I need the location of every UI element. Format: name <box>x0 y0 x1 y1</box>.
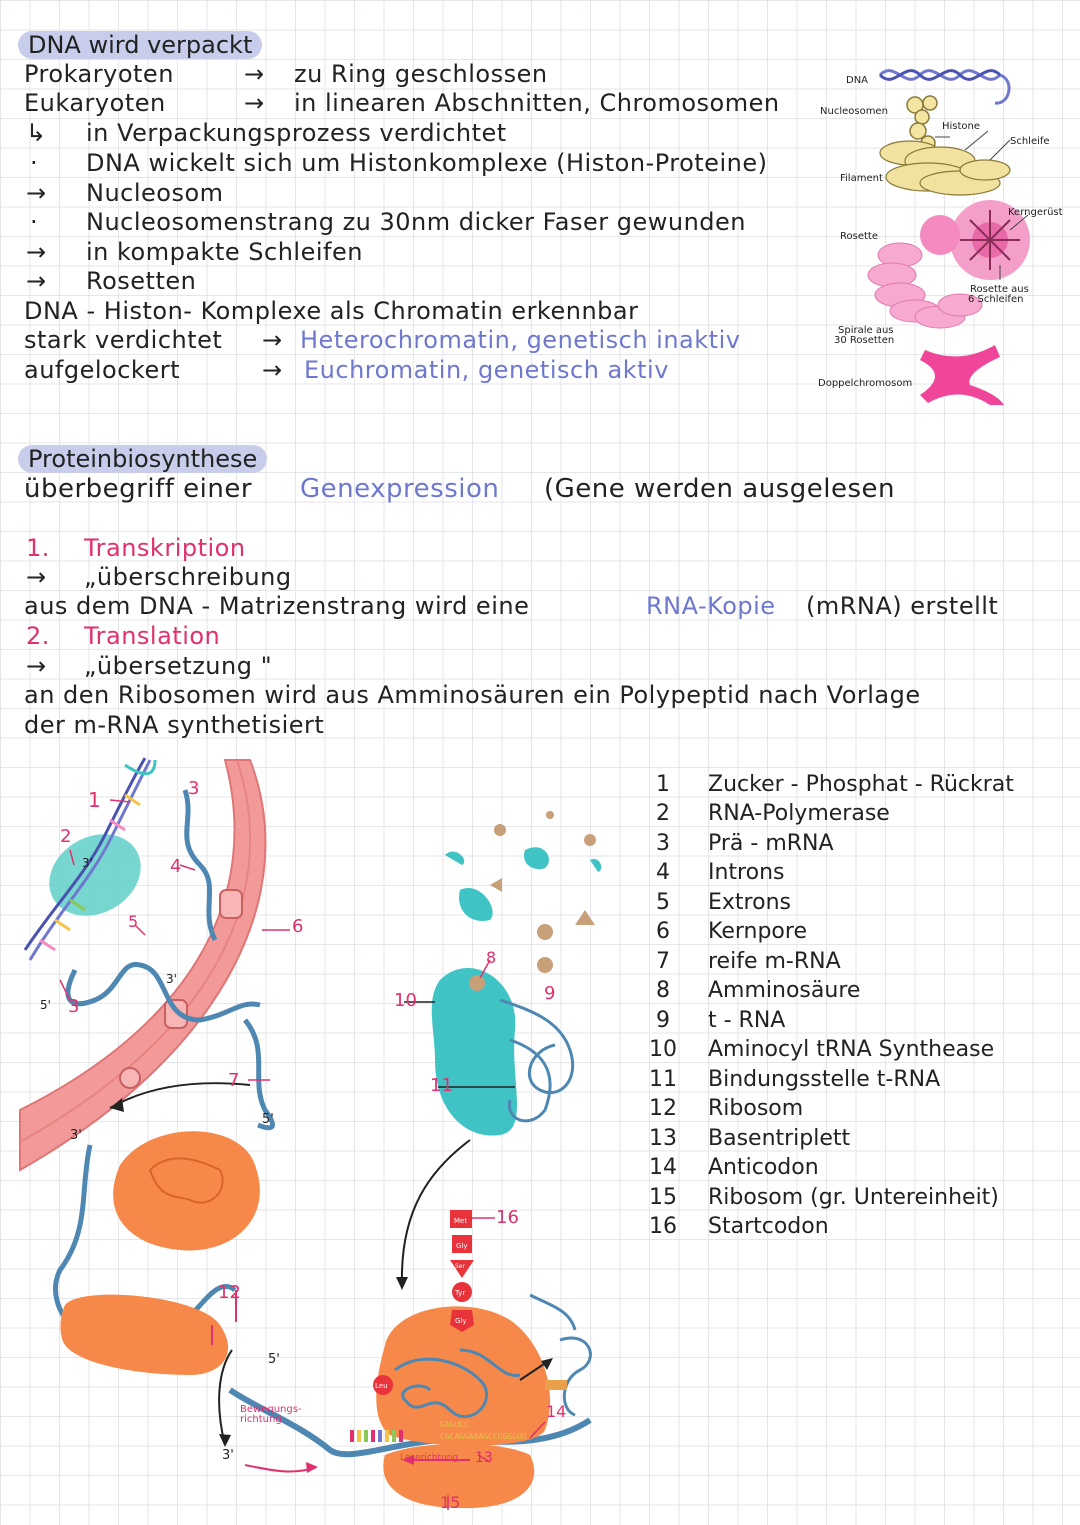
prime-3-a: 3' <box>82 856 93 870</box>
diag-label-13: 13 <box>475 1450 493 1466</box>
step1-desc-c: (mRNA) erstellt <box>806 592 999 620</box>
legend-text: Bindungsstelle t-RNA <box>708 1067 941 1092</box>
legend-num: 15 <box>649 1185 677 1210</box>
diag-label-3b: 3 <box>68 996 80 1017</box>
legend-num: 9 <box>656 1008 670 1033</box>
aa-met-label: Met <box>454 1217 468 1225</box>
arrow-icon: → <box>244 89 265 117</box>
legend-text: Kernpore <box>708 919 807 944</box>
fig-label-nucleosomen: Nucleosomen <box>820 106 888 117</box>
fig-label-dna: DNA <box>846 75 869 86</box>
fig-label-histone: Histone <box>942 121 981 132</box>
step1-number: 1. <box>26 534 50 562</box>
legend-text: Startcodon <box>708 1214 829 1239</box>
legend-text: Anticodon <box>708 1155 819 1180</box>
anticodon-text: CGCAGGAAAGCCUGGGUU <box>440 1432 527 1441</box>
list-mark: · <box>30 149 39 177</box>
fig-label-kerngeruest: Kerngerüst <box>1008 207 1063 218</box>
fig-label-30-rosetten: 30 Rosetten <box>834 335 895 346</box>
legend-num: 2 <box>656 801 670 826</box>
prime-3-b: 3' <box>166 972 177 986</box>
legend-text: Extrons <box>708 890 791 915</box>
codons-text: GAGUCC <box>440 1420 469 1429</box>
ribosom-icon <box>113 1131 260 1250</box>
fig-label-schleife: Schleife <box>1010 136 1050 147</box>
diag-label-12: 12 <box>218 1282 241 1303</box>
list-mark: → <box>26 238 47 266</box>
step1-desc-a: aus dem DNA - Matrizenstrang wird eine <box>24 592 530 620</box>
prime-5-a: 5' <box>40 998 51 1012</box>
arrow-icon: → <box>262 326 283 354</box>
row-eukaryoten-label: Eukaryoten <box>24 89 166 117</box>
arrow-icon: → <box>26 563 47 591</box>
step2-desc1: an den Ribosomen wird aus Amminosäuren ein Polypeptid nach Vorlage <box>24 681 921 709</box>
loose-label: aufgelockert <box>24 356 180 384</box>
legend-text: Aminocyl tRNA Synthease <box>708 1037 995 1062</box>
list-mark: ↳ <box>26 119 47 147</box>
legend-text: Basentriplett <box>708 1126 851 1151</box>
legend-num: 8 <box>656 978 670 1003</box>
subtitle-c: (Gene werden ausgelesen <box>544 474 895 504</box>
section-title-dna: DNA wird verpackt <box>18 31 262 59</box>
euchromatin-text: Euchromatin, genetisch aktiv <box>304 356 669 384</box>
row-prokaryoten-text: zu Ring geschlossen <box>294 60 548 88</box>
legend-text: Zucker - Phosphat - Rückrat <box>708 772 1014 797</box>
step1-quote: „überschreibung <box>84 563 292 591</box>
legend-num: 1 <box>656 772 670 797</box>
legend-num: 16 <box>649 1214 677 1239</box>
diag-label-11: 11 <box>430 1075 453 1096</box>
legend-num: 13 <box>649 1126 677 1151</box>
diag-label-6: 6 <box>292 916 304 937</box>
list-item: Nucleosom <box>86 179 224 207</box>
dense-label: stark verdichtet <box>24 326 223 354</box>
fig-label-rosette: Rosette <box>840 231 878 242</box>
codon-bars <box>350 1430 403 1442</box>
legend-num: 3 <box>656 831 670 856</box>
prime-3-c: 3' <box>70 1128 82 1143</box>
fig-label-doppelchromosom: Doppelchromosom <box>818 378 913 389</box>
list-item: Rosetten <box>86 267 197 295</box>
legend-text: Ribosom (gr. Untereinheit) <box>708 1185 999 1210</box>
list-item: Nucleosomenstrang zu 30nm dicker Faser gewunden <box>86 208 747 236</box>
bewegungsrichtung-1: Bewegungs- <box>240 1404 302 1415</box>
diag-label-7: 7 <box>228 1070 240 1091</box>
prime-5-b: 5' <box>262 1112 274 1127</box>
legend-text: reife m-RNA <box>708 949 841 974</box>
prime-5-c: 5' <box>268 1352 280 1367</box>
legend-num: 4 <box>656 860 670 885</box>
diag-label-3: 3 <box>188 778 200 799</box>
filament-icon <box>880 141 1010 195</box>
list-item: in Verpackungsprozess verdichtet <box>86 119 507 147</box>
subtitle-a: überbegriff einer <box>24 474 253 504</box>
diag-label-5: 5 <box>128 912 139 931</box>
chromatin-line: DNA - Histon- Komplexe als Chromatin erkennbar <box>24 297 639 325</box>
dna-helix-icon <box>880 71 1009 103</box>
list-item: in kompakte Schleifen <box>86 238 363 266</box>
leserichtung-label: Leserichtung <box>400 1453 459 1463</box>
legend-num: 10 <box>649 1037 677 1062</box>
diag-label-14: 14 <box>546 1402 567 1421</box>
bewegungsrichtung-2: richtung <box>240 1414 282 1425</box>
diag-label-8: 8 <box>486 948 497 967</box>
diag-label-15: 15 <box>440 1493 461 1512</box>
legend-text: Ribosom <box>708 1096 804 1121</box>
legend-text: t - RNA <box>708 1008 786 1033</box>
arrow-icon: → <box>262 356 283 384</box>
step1-desc-rna-kopie: RNA-Kopie <box>646 592 776 620</box>
step2-desc2: der m-RNA synthetisiert <box>24 711 325 739</box>
legend-num: 14 <box>649 1155 677 1180</box>
legend-text: Introns <box>708 860 785 885</box>
diag-label-10: 10 <box>394 990 417 1011</box>
fig-label-spirale: Spirale aus <box>838 325 894 336</box>
legend-text: Amminosäure <box>708 978 861 1003</box>
section-title-protein: Proteinbiosynthese <box>18 445 267 473</box>
row-eukaryoten-text: in linearen Abschnitten, Chromosomen <box>294 89 780 117</box>
aa-gly-label: Gly <box>456 1242 468 1250</box>
list-mark: → <box>26 267 47 295</box>
step2-number: 2. <box>26 622 50 650</box>
list-item: DNA wickelt sich um Histonkomplexe (Histon-Proteine) <box>86 149 768 177</box>
subtitle-genexpression: Genexpression <box>300 474 500 504</box>
legend-num: 5 <box>656 890 670 915</box>
fig-label-filament: Filament <box>840 173 883 184</box>
chromosome-icon <box>920 345 1005 405</box>
synthesis-diagram <box>0 750 640 1525</box>
legend-text: RNA-Polymerase <box>708 801 890 826</box>
legend-num: 11 <box>649 1067 677 1092</box>
diag-label-2: 2 <box>60 826 72 847</box>
step2-quote: „übersetzung " <box>84 652 273 680</box>
diag-label-4: 4 <box>170 856 182 877</box>
amino-acid-icon <box>445 811 601 973</box>
list-mark: → <box>26 179 47 207</box>
fig-label-6-schleifen: 6 Schleifen <box>968 294 1024 305</box>
diag-label-1: 1 <box>88 788 101 812</box>
synthetase-icon <box>432 968 517 1136</box>
step1-title: Transkription <box>84 534 246 562</box>
prime-3-d: 3' <box>222 1448 234 1463</box>
row-prokaryoten-label: Prokaryoten <box>24 60 174 88</box>
legend-text: Prä - mRNA <box>708 831 834 856</box>
aa-tyr-label: Tyr <box>455 1289 466 1297</box>
fig-label-rosette-aus: Rosette aus <box>970 284 1029 295</box>
heterochromatin-text: Heterochromatin, genetisch inaktiv <box>300 326 741 354</box>
step2-title: Translation <box>84 622 221 650</box>
arrow-icon: → <box>244 60 265 88</box>
legend-num: 6 <box>656 919 670 944</box>
legend-num: 7 <box>656 949 670 974</box>
arrow-icon: → <box>26 652 47 680</box>
intron-strand <box>185 790 215 940</box>
diag-label-9: 9 <box>544 983 556 1004</box>
list-mark: · <box>30 208 39 236</box>
aa-leu-label: Leu <box>375 1382 388 1390</box>
aa-ser-label: Ser <box>455 1263 465 1270</box>
diag-label-16: 16 <box>496 1207 519 1228</box>
legend-num: 12 <box>649 1096 677 1121</box>
aa-gly2-label: Gly <box>455 1317 467 1325</box>
